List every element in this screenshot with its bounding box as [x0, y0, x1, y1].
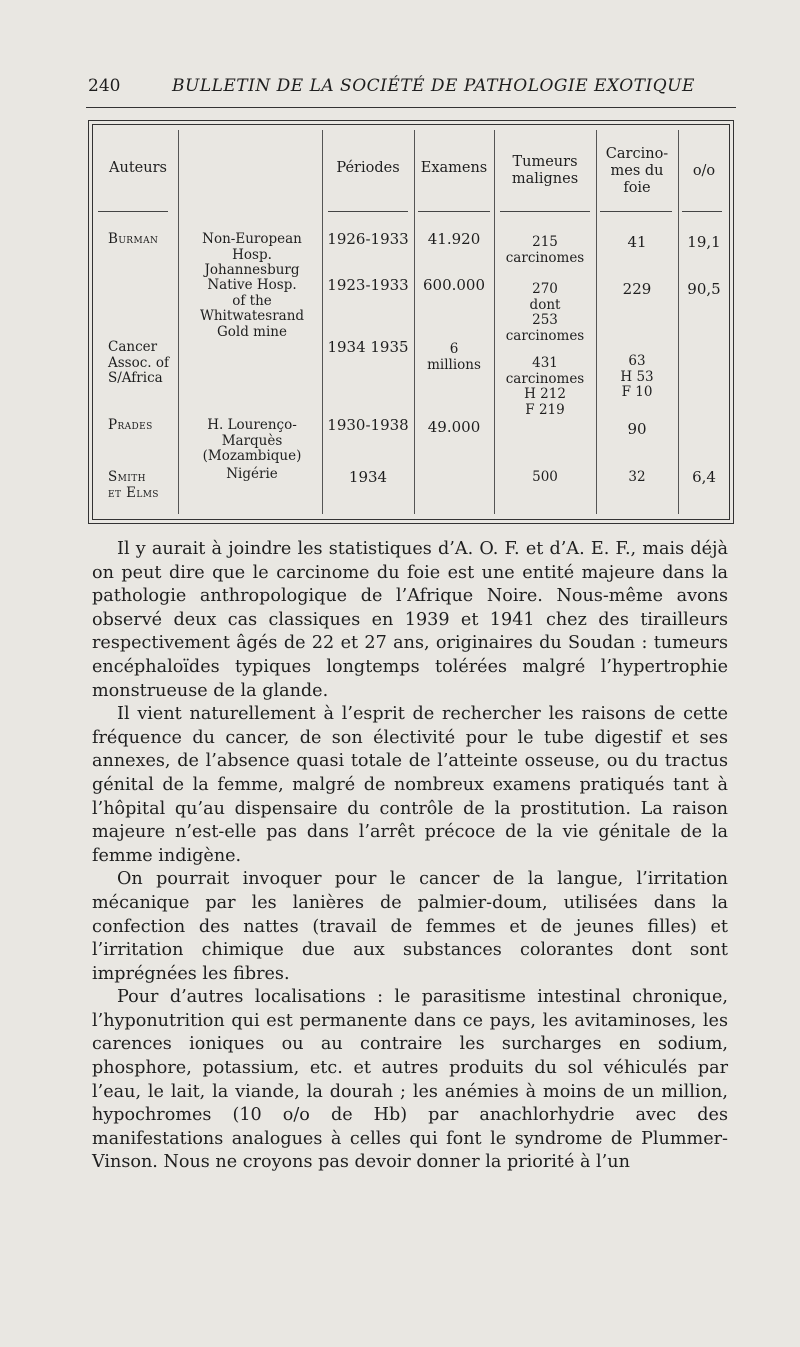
- cell-pct: 19,1: [687, 233, 721, 251]
- header-pct: o/o: [692, 163, 716, 179]
- cell-periode: 1934 1935: [327, 338, 409, 356]
- cell-carcinomes: 229: [622, 280, 652, 298]
- paragraph: Il y aurait à joindre les statistiques d’A. O. F. et d’A. E. F., mais déjà on peut dire que le carcinome du foie est une entité majeure dans la pathologie anthropologique de l’Afrique Noire. Nous-même avons observé deux cas classiques en 1939 et 1941 chez des tirailleurs respectivement âgés de 22 et 27 ans, originaires du Soudan : tumeurs encéphaloïdes typiques longtemps tolérées malgré l’hypertrophie monstrueuse de la glande.: [92, 539, 728, 701]
- cell-tumeurs: 500: [532, 469, 558, 485]
- cell-pct: 6,4: [692, 468, 716, 486]
- cell-carcinomes: 63 H 53 F 10: [620, 353, 654, 400]
- header-underline: [682, 211, 722, 212]
- header-periodes: Périodes: [336, 160, 400, 176]
- cell-periode: 1934: [348, 468, 388, 486]
- cell-lieu: Native Hosp. of the Whitwatesrand Gold mine: [199, 277, 305, 340]
- header-examens: Examens: [420, 160, 488, 176]
- cell-carcinomes: 90: [627, 420, 647, 438]
- paragraph: Pour d’autres localisations : le parasitisme intestinal chronique, l’hyponutrition qui est permanente dans ce pays, les avitaminoses, les carences ioniques ou au contraire les surcharges en sodium, phosphore, potassium, etc. et autres produits du sol véhiculés par l’eau, le lait, la viande, la dourah ; les anémies à moins de un million, hypochromes (10 o/o de Hb) par anachlorhydrie avec des manifestations analogues à celles qui font le syndrome de Plummer-Vinson. Nous ne croyons pas devoir donner la priorité à l’un: [92, 987, 728, 1173]
- header-carcinomes: Carcino- mes du foie: [605, 146, 669, 196]
- cell-periode: 1930-1938: [327, 416, 409, 434]
- column-divider: [322, 130, 323, 514]
- column-divider: [414, 130, 415, 514]
- cell-periode: 1926-1933: [327, 230, 409, 248]
- page-number: 240: [88, 76, 121, 96]
- cell-auteur: Cancer Assoc. of S/Africa: [108, 339, 170, 386]
- column-divider: [678, 130, 679, 514]
- cell-examens: 49.000: [427, 418, 481, 436]
- header-underline: [328, 211, 408, 212]
- column-divider: [178, 130, 179, 514]
- cell-lieu: H. Lourenço- Marquès (Mozambique): [202, 417, 302, 464]
- cell-auteur: Burman: [108, 231, 159, 247]
- header-tumeurs: Tumeurs malignes: [511, 154, 579, 187]
- header-underline: [600, 211, 672, 212]
- cell-tumeurs: 431 carcinomes H 212 F 219: [505, 355, 585, 418]
- cell-lieu: Nigérie: [226, 466, 278, 482]
- cell-pct: 90,5: [687, 280, 721, 298]
- paragraph: On pourrait invoquer pour le cancer de la langue, l’irritation mécanique par les lanières de palmier-doum, utilisées dans la confection des nattes (travail de femmes et de jeunes filles) et l’irritation chimique due aux substances colorantes dont sont imprégnées les fibres.: [92, 869, 728, 984]
- cell-lieu: Non-European Hosp. Johannesburg: [202, 231, 302, 278]
- cell-tumeurs: 215 carcinomes: [505, 234, 585, 266]
- cell-periode: 1923-1933: [327, 276, 409, 294]
- cell-auteur: Smith et Elms: [108, 469, 159, 501]
- cell-tumeurs: 270 dont 253 carcinomes: [505, 281, 585, 344]
- cell-examens: 6 millions: [427, 341, 481, 373]
- running-title: BULLETIN DE LA SOCIÉTÉ DE PATHOLOGIE EXOTIQUE: [172, 76, 695, 96]
- header-underline: [98, 211, 168, 212]
- header-auteurs: Auteurs: [109, 160, 167, 176]
- header-underline: [418, 211, 490, 212]
- cell-examens: 600.000: [422, 276, 486, 294]
- paragraph: Il vient naturellement à l’esprit de rechercher les raisons de cette fréquence du cancer, de son électivité pour le tube digestif et ses annexes, de l’absence quasi totale de l’atteinte osseuse, ou du tractus génital de la femme, malgré de nombreux examens pratiqués tant à l’hôpital qu’au dispensaire du contrôle de la prostitution. La raison majeure n’est-elle pas dans l’arrêt précoce de la vie génitale de la femme indigène.: [92, 704, 728, 866]
- header-rule: [86, 107, 736, 108]
- header-underline: [500, 211, 590, 212]
- page-header: [88, 76, 738, 106]
- cell-examens: 41.920: [427, 230, 481, 248]
- body-text: [92, 538, 728, 1175]
- cell-auteur: Prades: [108, 417, 153, 433]
- cell-carcinomes: 41: [627, 233, 647, 251]
- cell-carcinomes: 32: [628, 469, 646, 485]
- statistics-table: [88, 120, 734, 524]
